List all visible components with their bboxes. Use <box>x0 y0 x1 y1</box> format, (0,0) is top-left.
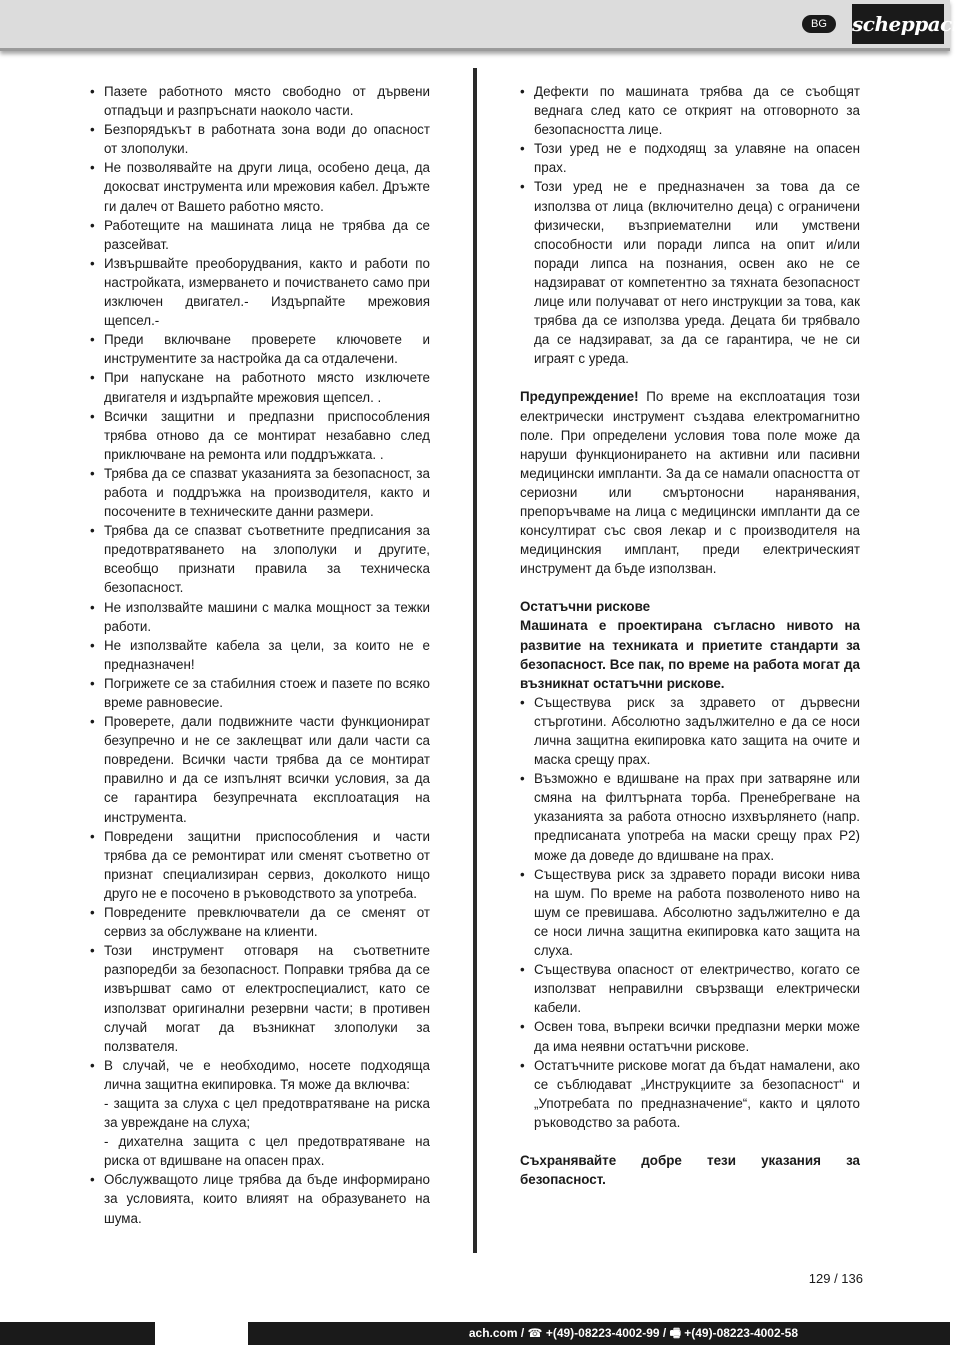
list-item: • Съществува опасност от електричество, когато се използват неправилни свързващи електрически кабели. <box>520 960 860 1017</box>
list-item: • Не използвайте кабела за цели, за които не е предназначен! <box>90 636 430 674</box>
page-header <box>0 0 966 51</box>
residual-risks-heading: Остатъчни рискове <box>520 599 651 615</box>
list-item: • Извършвайте преоборудвания, както и работи по настройката, измерването и почистването само при изключен двигател.- Издърпайте мрежовия щепсел.- <box>90 254 430 330</box>
footer-contact: ach.com / ☎ +(49)-08223-4002-99 / 🖷 +(49)-08223-4002-58 <box>468 1326 798 1340</box>
list-item: • Освен това, въпреки всички предпазни мерки може да има неявни остатъчни рискове. <box>520 1017 860 1055</box>
list-item: • Този уред не е подходящ за улавяне на опасен прах. <box>520 139 860 177</box>
list-item: • Всички защитни и предпазни приспособления трябва отново да се монтират незабавно след приключване на ремонта или поддръжката. . <box>90 407 430 464</box>
list-item: • Работещите на машината лица не трябва да се разсейват. <box>90 216 430 254</box>
list-item: • Този уред не е предназначен за това да се използва от лица (включително деца) с ограничени физически, възприемателни или умствени способности или поради липса на опит и/или поради липса на познания, освен ако не се надзирават от компетентно за тяхната безопасност лице или получават от него инструкции за това, как трябва да се използва уреда. Децата би трябвало да се надзирават, за да се гарантира, че не си играят с уреда. <box>520 177 860 368</box>
list-item: • Съществува риск за здравето от дървесни стърготини. Абсолютно задължително е да се носи лична защитна екипировка като защита на очите и маска срещу прах. <box>520 693 860 769</box>
list-item: • Трябва да се спазват съответните предписания за предотвратяването на злополуки и другите, всеобщо признати правила за техническа безопасност. <box>90 521 430 597</box>
list-item: • Проверете, дали подвижните части функционират безупречно и не се заклещват или дали части са повредени. Всички части трябва да се монтират правилно и да се изпълнят всички условия, за да се гарантира безупречната експлоатация на инструмента. <box>90 712 430 827</box>
left-column <box>90 82 430 1228</box>
list-item: • Този инструмент отговаря на съответните разпоредби за безопасност. Поправки трябва да се извършват само от електроспециалист, като се използват оригинални резервни части; в противен случай могат да възникнат злополуки за ползвателя. <box>90 941 430 1056</box>
list-item: • Съществува риск за здравето поради високи нива на шум. По време на работа позволеното ниво на шум се превишава. Абсолютно задължително е да се носи лична защитна екипировка като защита на слуха. <box>520 865 860 960</box>
list-item: • При напускане на работното място изключете двигателя и издърпайте мрежовия щепсел. . <box>90 368 430 406</box>
list-item: • Повредени защитни приспособления и части трябва да се ремонтират или сменят съответно от признат специализиран сервиз, доколкото нищо друго не е посочено в ръководството за употреба. <box>90 827 430 903</box>
closing-note: Съхранявайте добре тези указания за безопасност. <box>520 1152 860 1188</box>
warning-text: По време на експлоатация този електрически инструмент създава електромагнитно поле. При определени условия това поле може да наруши функционирането на активни или пасивни медицински импланти. За да се намали опасността от сериозни или смъртоносни наранявания, препоръчваме на лица с медицински импланти да се консултират със своя лекар и с производителя на медицинския имплант, преди електрическият инструмент да бъде използван. <box>520 389 860 577</box>
list-item: • Безпорядъкът в работната зона води до опасност от злополуки. <box>90 120 430 158</box>
page-number: 129 / 136 <box>808 1271 863 1286</box>
language-badge: BG <box>802 15 836 33</box>
list-item: • Повредените превключватели да се сменят от сервиз за обслужване на клиенти. <box>90 903 430 941</box>
footer-gap <box>155 1322 248 1345</box>
warning-label: Предупреждение! <box>520 389 639 405</box>
residual-risks-intro: Машината е проектирана съгласно нивото на развитие на техниката и приетите стандарти за безопасност. Все пак, по време на работа могат да възникнат остатъчни рискове. <box>520 618 860 691</box>
list-item: • В случай, че е необходимо, носете подходяща лична защитна екипировка. Тя може да включва: - защита за слуха с цел предотвратяване на риска за увреждане на слуха; - дихателна защита с цел предотвратяване на риска от вдишване на опасен прах. <box>90 1056 430 1171</box>
safety-list-left <box>90 82 430 1228</box>
list-item: • Възможно е вдишване на прах при затваряне или смяна на филтърната торба. Пренебрегване на указанията за работа относно изхвърлянето (напр. предписаната употреба на маски срещу прах P2) може да доведе до вдишване на прах. <box>520 769 860 864</box>
list-item: • Обслужващото лице трябва да бъде информирано за условията, които влияят на образуването на шума. <box>90 1170 430 1227</box>
safety-list-right <box>520 82 860 368</box>
list-item: • Погрижете се за стабилния стоеж и пазете по всяко време равновесие. <box>90 674 430 712</box>
list-item: • Пазете работното място свободно от дървени отпадъци и разпръснати наоколо части. <box>90 82 430 120</box>
list-item: • Преди включване проверете ключовете и инструментите за настройка да са отдалечени. <box>90 330 430 368</box>
residual-risks-list <box>520 693 860 1132</box>
list-item: • Остатъчните рискове могат да бъдат намалени, ако се съблюдават „Инструкциите за безопасност“ и „Употребата по предназначение“, както и цялото ръководство за работа. <box>520 1056 860 1132</box>
right-column <box>520 82 860 1189</box>
column-divider <box>473 68 477 1253</box>
warning-paragraph <box>520 387 860 578</box>
list-item: • Трябва да се спазват указанията за безопасност, за работа и поддръжка на производителя, както и посочените в техническите данни размери. <box>90 464 430 521</box>
brand-logo: scheppach <box>852 4 944 44</box>
list-item: • Не използвайте машини с малка мощност за тежки работи. <box>90 598 430 636</box>
list-item: • Не позволявайте на други лица, особено деца, да докосват инструмента или мрежовия кабел. Дръжте ги далеч от Вашето работно място. <box>90 158 430 215</box>
list-item: • Дефекти по машината трябва да се съобщят веднага след като се открият на отговорното за безопасността лице. <box>520 82 860 139</box>
